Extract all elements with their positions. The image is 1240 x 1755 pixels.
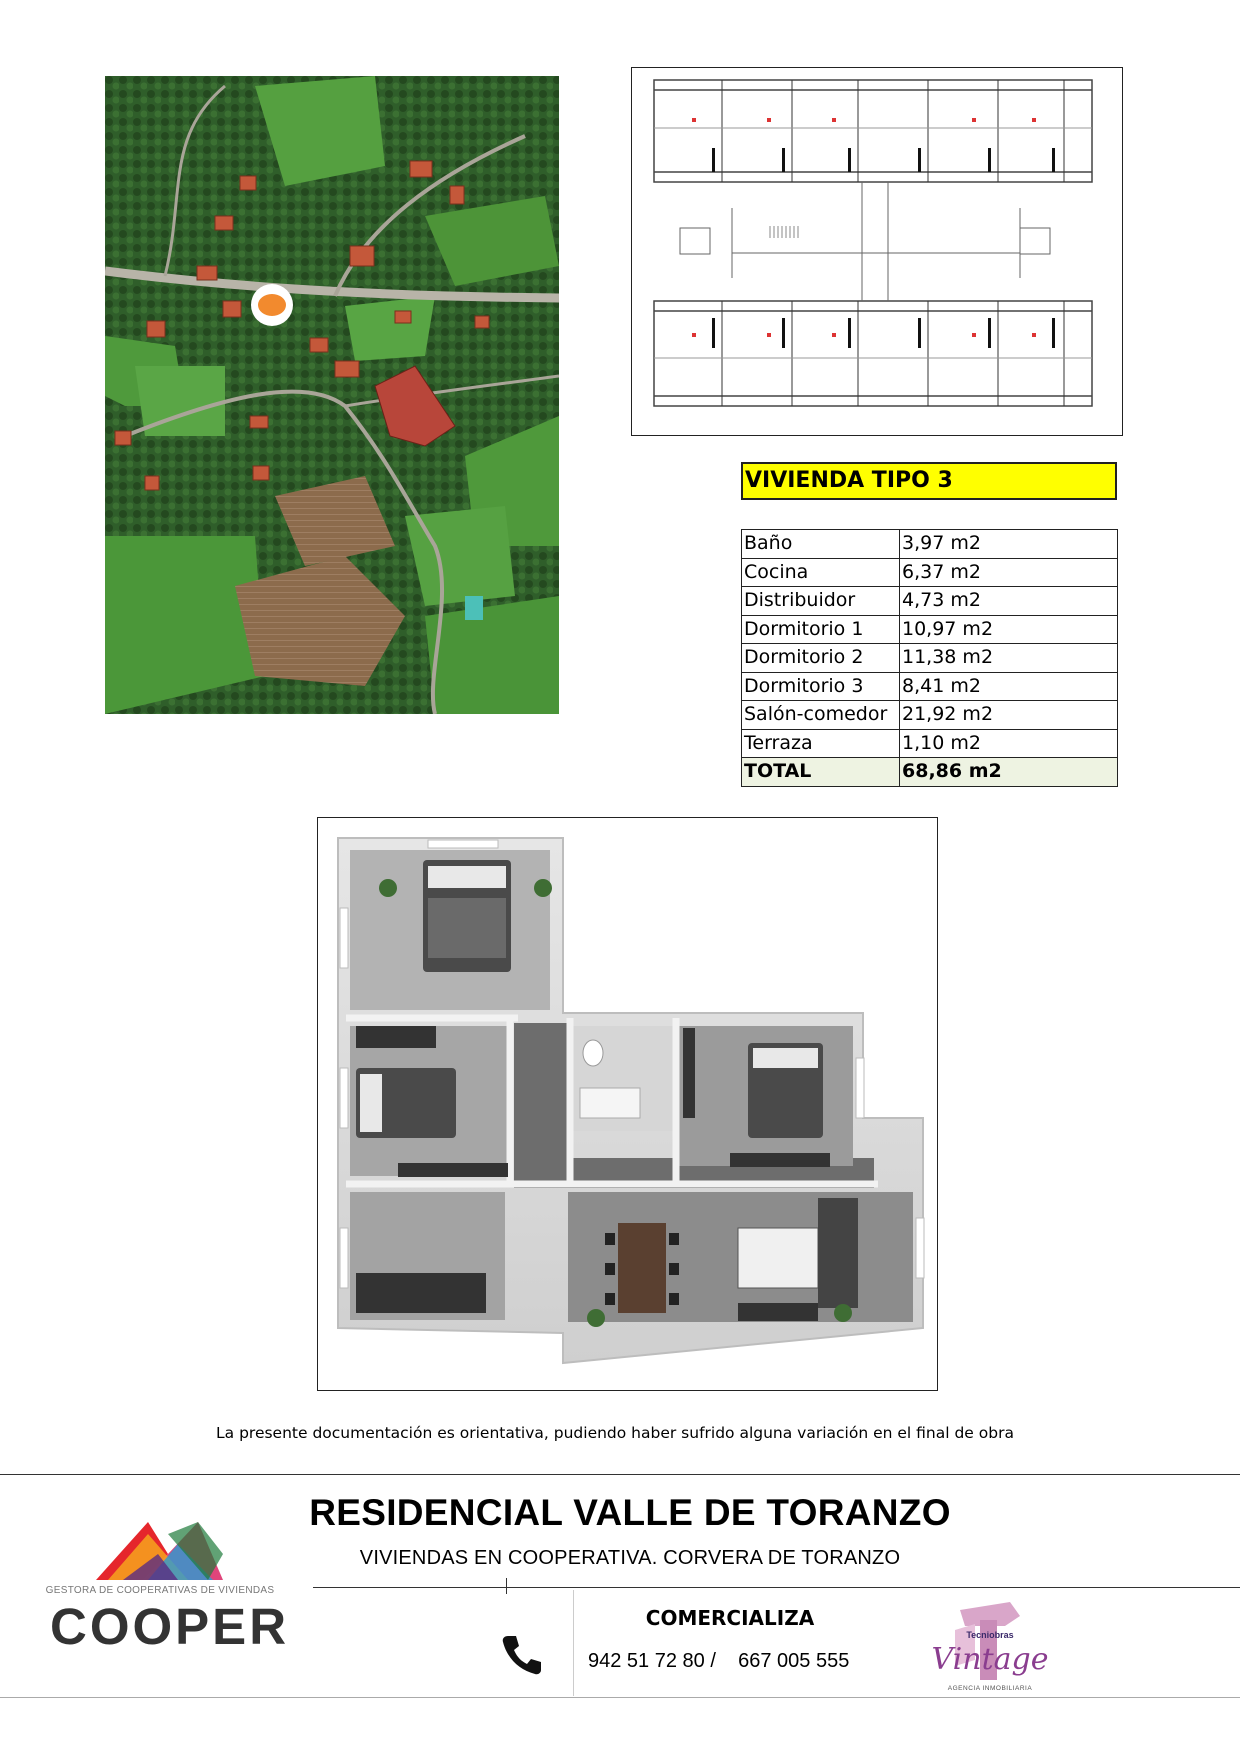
sales-label: COMERCIALIZA <box>645 1606 815 1630</box>
project-subtitle: VIVIENDAS EN COOPERATIVA. CORVERA DE TORANZO <box>359 1547 901 1569</box>
areas-table <box>741 529 1118 787</box>
disclaimer-text: La presente documentación es orientativa, pudiendo haber sufrido alguna variación en el final de obra <box>216 1424 1014 1442</box>
footer-top-divider <box>0 1474 1240 1475</box>
table-row <box>742 530 1118 559</box>
project-title: RESIDENCIAL VALLE DE TORANZO <box>309 1492 951 1533</box>
room-name: Baño <box>742 530 900 559</box>
room-area: 1,10 m2 <box>900 729 1118 758</box>
agency-subtitle: AGENCIA INMOBILIARIA <box>947 1685 1033 1692</box>
table-row <box>742 558 1118 587</box>
plan-type-title: VIVIENDA TIPO 3 <box>741 462 1117 500</box>
table-row <box>742 615 1118 644</box>
footer-tick <box>506 1578 507 1594</box>
total-area: 68,86 m2 <box>900 758 1118 787</box>
room-name: Dormitorio 2 <box>742 644 900 673</box>
room-area: 11,38 m2 <box>900 644 1118 673</box>
room-area: 21,92 m2 <box>900 701 1118 730</box>
room-area: 10,97 m2 <box>900 615 1118 644</box>
total-label: TOTAL <box>742 758 900 787</box>
agency-script-name: Vintage <box>931 1642 1049 1677</box>
table-row <box>742 701 1118 730</box>
footer-mid-divider <box>313 1587 1240 1588</box>
room-name: Dormitorio 1 <box>742 615 900 644</box>
cooper-tagline: GESTORA DE COOPERATIVAS DE VIVIENDAS <box>45 1585 275 1596</box>
room-area: 6,37 m2 <box>900 558 1118 587</box>
phone-icon <box>499 1632 545 1678</box>
location-marker-icon <box>251 284 293 326</box>
agency-brand: Tecniobras <box>966 1630 1014 1640</box>
room-area: 3,97 m2 <box>900 530 1118 559</box>
table-row <box>742 644 1118 673</box>
total-row <box>742 758 1118 787</box>
table-row <box>742 672 1118 701</box>
room-area: 8,41 m2 <box>900 672 1118 701</box>
footer-col-divider <box>573 1590 574 1696</box>
footer-bottom-divider <box>0 1697 1240 1698</box>
room-name: Terraza <box>742 729 900 758</box>
room-name: Distribuidor <box>742 587 900 616</box>
cooper-name: COOPER <box>50 1598 290 1655</box>
room-name: Salón-comedor <box>742 701 900 730</box>
building-floor-plan <box>631 67 1123 436</box>
room-area: 4,73 m2 <box>900 587 1118 616</box>
apartment-floor-plan <box>317 817 938 1391</box>
room-name: Cocina <box>742 558 900 587</box>
table-row <box>742 729 1118 758</box>
phone-numbers[interactable]: 942 51 72 80 / 667 005 555 <box>588 1650 850 1672</box>
aerial-map <box>105 76 559 714</box>
table-row <box>742 587 1118 616</box>
room-name: Dormitorio 3 <box>742 672 900 701</box>
